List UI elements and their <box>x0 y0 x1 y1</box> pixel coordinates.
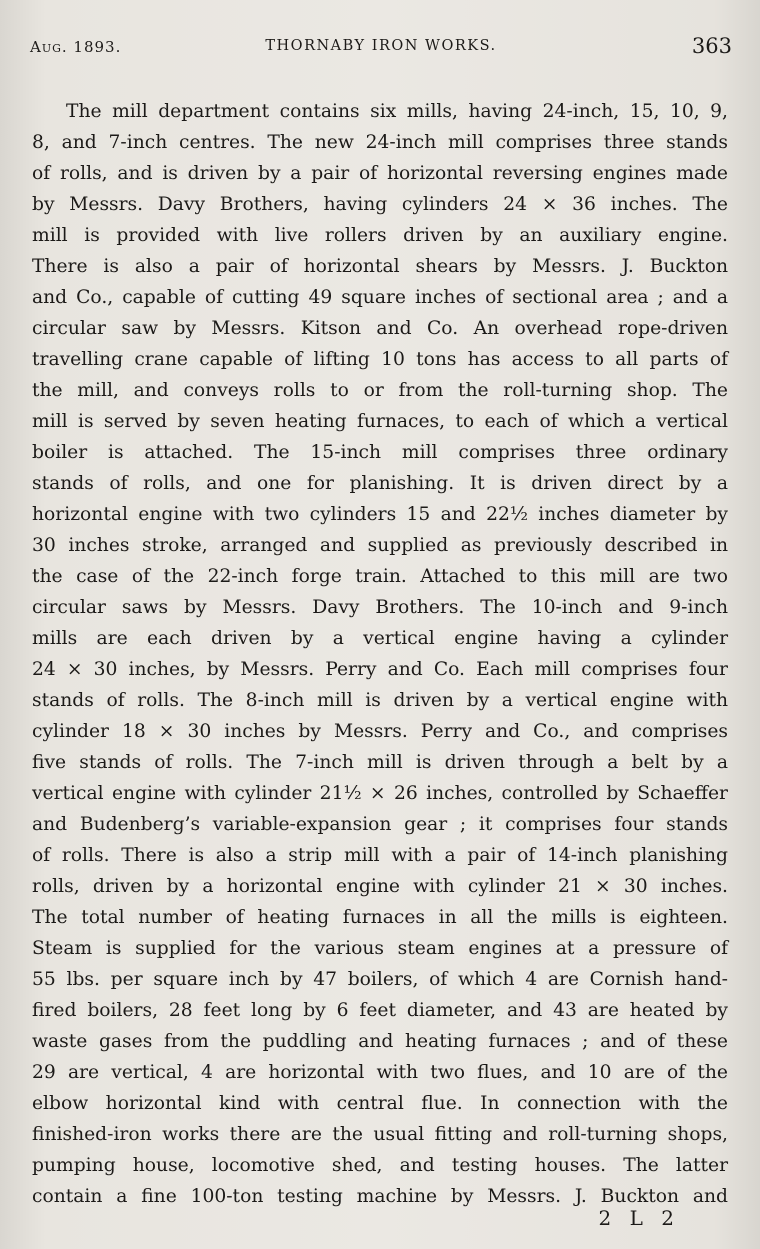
text-line: mill is provided with live rollers driven by an auxiliary engine. <box>32 225 728 246</box>
text-line: boiler is attached. The 15-inch mill comprises three ordinary <box>32 442 728 463</box>
text-line: horizontal engine with two cylinders 15 and 22½ inches diameter by <box>32 504 728 525</box>
page-number: 363 <box>691 34 732 58</box>
text-line: 29 are vertical, 4 are horizontal with two flues, and 10 are of the <box>32 1062 728 1083</box>
body-text <box>32 96 728 1212</box>
text-line: by Messrs. Davy Brothers, having cylinders 24 × 36 inches. The <box>32 194 728 215</box>
text-line: and Budenberg’s variable-expansion gear ; it comprises four stands <box>32 814 728 835</box>
text-line: five stands of rolls. The 7-inch mill is driven through a belt by a <box>32 752 728 773</box>
text-line: fired boilers, 28 feet long by 6 feet diameter, and 43 are heated by <box>32 1000 728 1021</box>
text-line: of rolls, and is driven by a pair of horizontal reversing engines made <box>32 163 728 184</box>
header-date: Aug. 1893. <box>30 38 122 56</box>
text-line: vertical engine with cylinder 21½ × 26 inches, controlled by Schaeffer <box>32 783 728 804</box>
text-line: The mill department contains six mills, having 24-inch, 15, 10, 9, <box>66 101 728 122</box>
text-line: mill is served by seven heating furnaces, to each of which a vertical <box>32 411 728 432</box>
text-line: cylinder 18 × 30 inches by Messrs. Perry and Co., and comprises <box>32 721 728 742</box>
text-line: the mill, and conveys rolls to or from the roll-turning shop. The <box>32 380 728 401</box>
text-line: elbow horizontal kind with central flue. In connection with the <box>32 1093 728 1114</box>
text-line: of rolls. There is also a strip mill with a pair of 14-inch planishing <box>32 845 728 866</box>
printer-signature: 2 L 2 <box>598 1206 680 1230</box>
text-line: There is also a pair of horizontal shears by Messrs. J. Buckton <box>32 256 728 277</box>
text-line: stands of rolls. The 8-inch mill is driven by a vertical engine with <box>32 690 728 711</box>
text-line: 8, and 7-inch centres. The new 24-inch mill comprises three stands <box>32 132 728 153</box>
running-header <box>30 34 732 64</box>
text-line: circular saws by Messrs. Davy Brothers. The 10-inch and 9-inch <box>32 597 728 618</box>
text-line: pumping house, locomotive shed, and testing houses. The latter <box>32 1155 728 1176</box>
text-line: mills are each driven by a vertical engine having a cylinder <box>32 628 728 649</box>
text-line: 55 lbs. per square inch by 47 boilers, of which 4 are Cornish hand- <box>32 969 728 990</box>
text-line: 24 × 30 inches, by Messrs. Perry and Co. Each mill comprises four <box>32 659 728 680</box>
text-line: the case of the 22-inch forge train. Attached to this mill are two <box>32 566 728 587</box>
text-line: waste gases from the puddling and heating furnaces ; and of these <box>32 1031 728 1052</box>
text-line: Steam is supplied for the various steam engines at a pressure of <box>32 938 728 959</box>
text-line: and Co., capable of cutting 49 square inches of sectional area ; and a <box>32 287 728 308</box>
text-line: finished-iron works there are the usual fitting and roll-turning shops, <box>32 1124 728 1145</box>
text-line: travelling crane capable of lifting 10 tons has access to all parts of <box>32 349 728 370</box>
text-line: 30 inches stroke, arranged and supplied as previously described in <box>32 535 728 556</box>
text-line: stands of rolls, and one for planishing. It is driven direct by a <box>32 473 728 494</box>
text-line: The total number of heating furnaces in all the mills is eighteen. <box>32 907 728 928</box>
text-line: circular saw by Messrs. Kitson and Co. An overhead rope-driven <box>32 318 728 339</box>
header-title: THORNABY IRON WORKS. <box>265 38 497 54</box>
text-line: contain a fine 100-ton testing machine by Messrs. J. Buckton and <box>32 1186 728 1207</box>
text-line: rolls, driven by a horizontal engine with cylinder 21 × 30 inches. <box>32 876 728 897</box>
